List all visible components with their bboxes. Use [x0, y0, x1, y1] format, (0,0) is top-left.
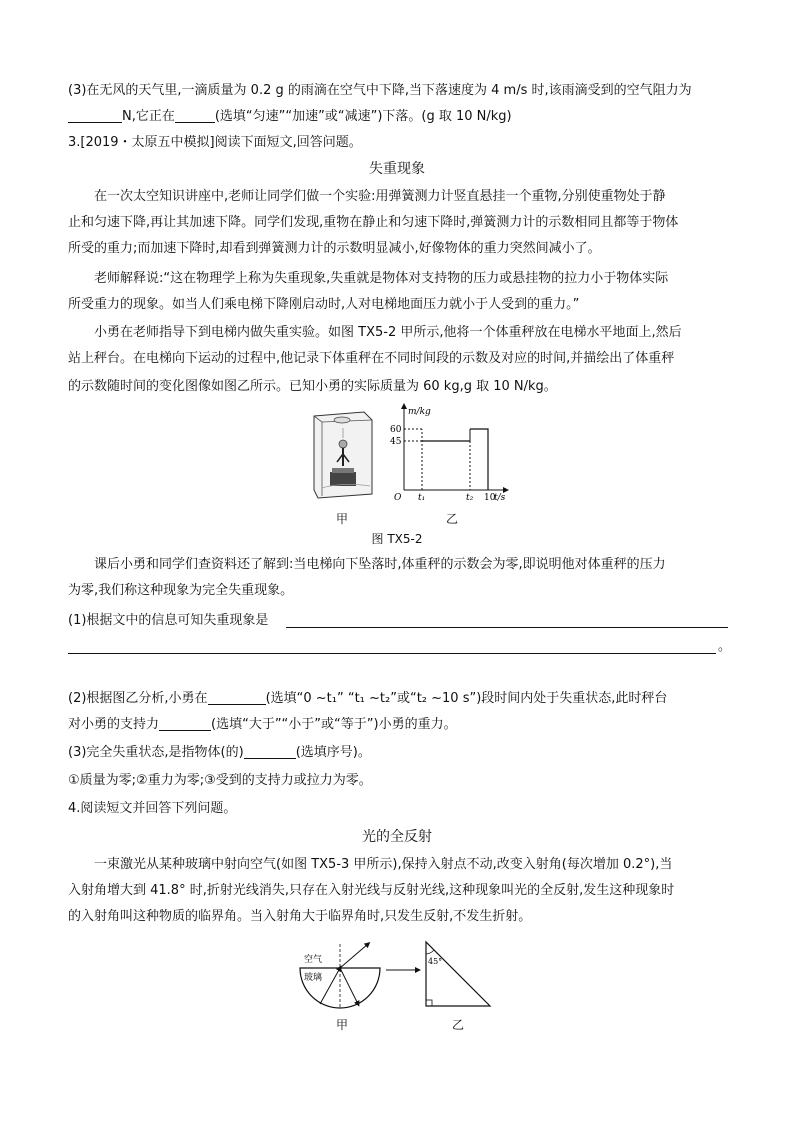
elevator-scale-illustration	[308, 408, 378, 500]
answer-blank-air-resistance[interactable]	[68, 108, 122, 123]
q4-p1-line3: 的入射角叫这种物质的临界角。当入射角大于临界角时,只发生反射,不发生折射。	[68, 909, 532, 924]
q3-sub3-text-b: (选填序号)。	[295, 745, 371, 760]
label-air: 空气	[304, 955, 323, 965]
q3-title: 失重现象	[369, 161, 425, 177]
total-reflection-figure	[296, 938, 496, 1034]
answer-blank-support-force[interactable]	[159, 716, 211, 731]
answer-blank-motion-state[interactable]	[175, 108, 215, 123]
y-axis-label: m/kg	[408, 407, 431, 417]
q2-3-line2	[68, 108, 512, 126]
q2-3-text-a: N,它正在	[122, 109, 175, 124]
figure-label-jia: 甲	[336, 512, 349, 526]
angle-label-45: 45°	[428, 957, 443, 966]
answer-line-sub1-b[interactable]	[68, 653, 716, 654]
q3-p1-line1: 在一次太空知识讲座中,老师让同学们做一个实验:用弹簧测力计竖直悬挂一个重物,分别使重物处于静	[94, 189, 666, 204]
q3-sub2-text-d: (选填“大于”“小于”或“等于”)小勇的重力。	[211, 717, 457, 732]
x-axis-label: t/s	[494, 493, 506, 503]
q3-sub1-end: 。	[718, 639, 732, 654]
label-glass: 玻璃	[304, 973, 323, 983]
figure-tx5-3-label-jia: 甲	[336, 1018, 349, 1032]
q2-3-text-b: (选填“匀速”“加速”或“减速”)下落。(g 取 10 N/kg)	[214, 109, 512, 124]
q3-sub1-question: (1)根据文中的信息可知失重现象是	[68, 613, 269, 628]
q4-p1-line2: 入射角增大到 41.8° 时,折射光线消失,只存在入射光线与反射光线,这种现象叫光的全反射,发生这种现象时	[68, 883, 675, 898]
q3-sub2-text-c: 对小勇的支持力	[68, 717, 160, 732]
x-tick-t2: t₂	[466, 493, 474, 503]
figure-caption-tx5-2: 图 TX5-2	[371, 532, 423, 546]
q3-p1-line3: 所受的重力;而加速下降时,却看到弹簧测力计的示数明显减小,好像物体的重力突然间减小了。	[68, 241, 601, 256]
q3-sub3-options: ①质量为零;②重力为零;③受到的支持力或拉力为零。	[68, 773, 372, 788]
q3-p1-line2: 止和匀速下降,再让其加速下降。同学们发现,重物在静止和匀速下降时,弹簧测力计的示数相同且都等于物体	[68, 215, 679, 230]
q3-sub3	[68, 744, 371, 762]
q4-title: 光的全反射	[362, 829, 432, 845]
q2-3-line1: (3)在无风的天气里,一滴质量为 0.2 g 的雨滴在空气中下降,当下落速度为 4 m/s 时,该雨滴受到的空气阻力为	[68, 83, 692, 98]
q3-sub2-line2	[68, 716, 457, 734]
q3-p4-line1: 课后小勇和同学们查资料还了解到:当电梯向下坠落时,体重秤的示数会为零,即说明他对体重秤的压力	[94, 557, 666, 572]
q4-header: 4.阅读短文并回答下列问题。	[68, 801, 237, 816]
answer-blank-time-interval[interactable]	[208, 690, 266, 705]
q3-p3-line1: 小勇在老师指导下到电梯内做失重实验。如图 TX5-2 甲所示,他将一个体重秤放在电梯水平地面上,然后	[94, 325, 682, 340]
q3-sub3-text-a: (3)完全失重状态,是指物体(的)	[68, 745, 244, 760]
x-tick-10: 10	[484, 493, 496, 503]
figure-label-yi: 乙	[446, 512, 459, 526]
y-tick-45: 45	[390, 437, 402, 447]
q3-sub2-text-a: (2)根据图乙分析,小勇在	[68, 691, 208, 706]
figure-tx5-3-label-yi: 乙	[452, 1018, 465, 1032]
q3-p4-line2: 为零,我们称这种现象为完全失重现象。	[68, 583, 294, 598]
q3-p2-line1: 老师解释说:“这在物理学上称为失重现象,失重就是物体对支持物的压力或悬挂物的拉力小于物体实际	[94, 271, 669, 286]
refracted-ray	[340, 944, 368, 968]
q3-p2-line2: 所受重力的现象。如当人们乘电梯下降刚启动时,人对电梯地面压力就小于人受到的重力。”	[68, 297, 580, 312]
q3-p3-line3: 的示数随时间的变化图像如图乙所示。已知小勇的实际质量为 60 kg,g 取 10 N/kg。	[68, 379, 557, 394]
graph-segment-60	[470, 429, 488, 490]
q3-header: 3.[2019・太原五中模拟]阅读下面短文,回答问题。	[68, 135, 362, 150]
answer-line-sub1-a[interactable]	[286, 627, 728, 628]
q3-sub2-line1	[68, 690, 667, 708]
mass-time-graph	[388, 402, 512, 506]
q3-sub2-text-b: (选填“0 ~t₁” “t₁ ~t₂”或“t₂ ~10 s”)段时间内处于失重状态,此时秤台	[265, 691, 668, 706]
answer-blank-option[interactable]	[244, 744, 296, 759]
x-tick-t1: t₁	[418, 493, 426, 503]
q4-p1-line1: 一束激光从某种玻璃中射向空气(如图 TX5-3 甲所示),保持入射点不动,改变入射角(每次增加 0.2°),当	[94, 857, 673, 872]
y-tick-60: 60	[390, 425, 402, 435]
origin-label: O	[394, 493, 402, 503]
right-triangle-prism	[426, 942, 490, 1006]
q3-p3-line2: 站上秤台。在电梯向下运动的过程中,他记录下体重秤在不同时间段的示数及对应的时间,并描绘出了体重秤	[68, 351, 675, 366]
